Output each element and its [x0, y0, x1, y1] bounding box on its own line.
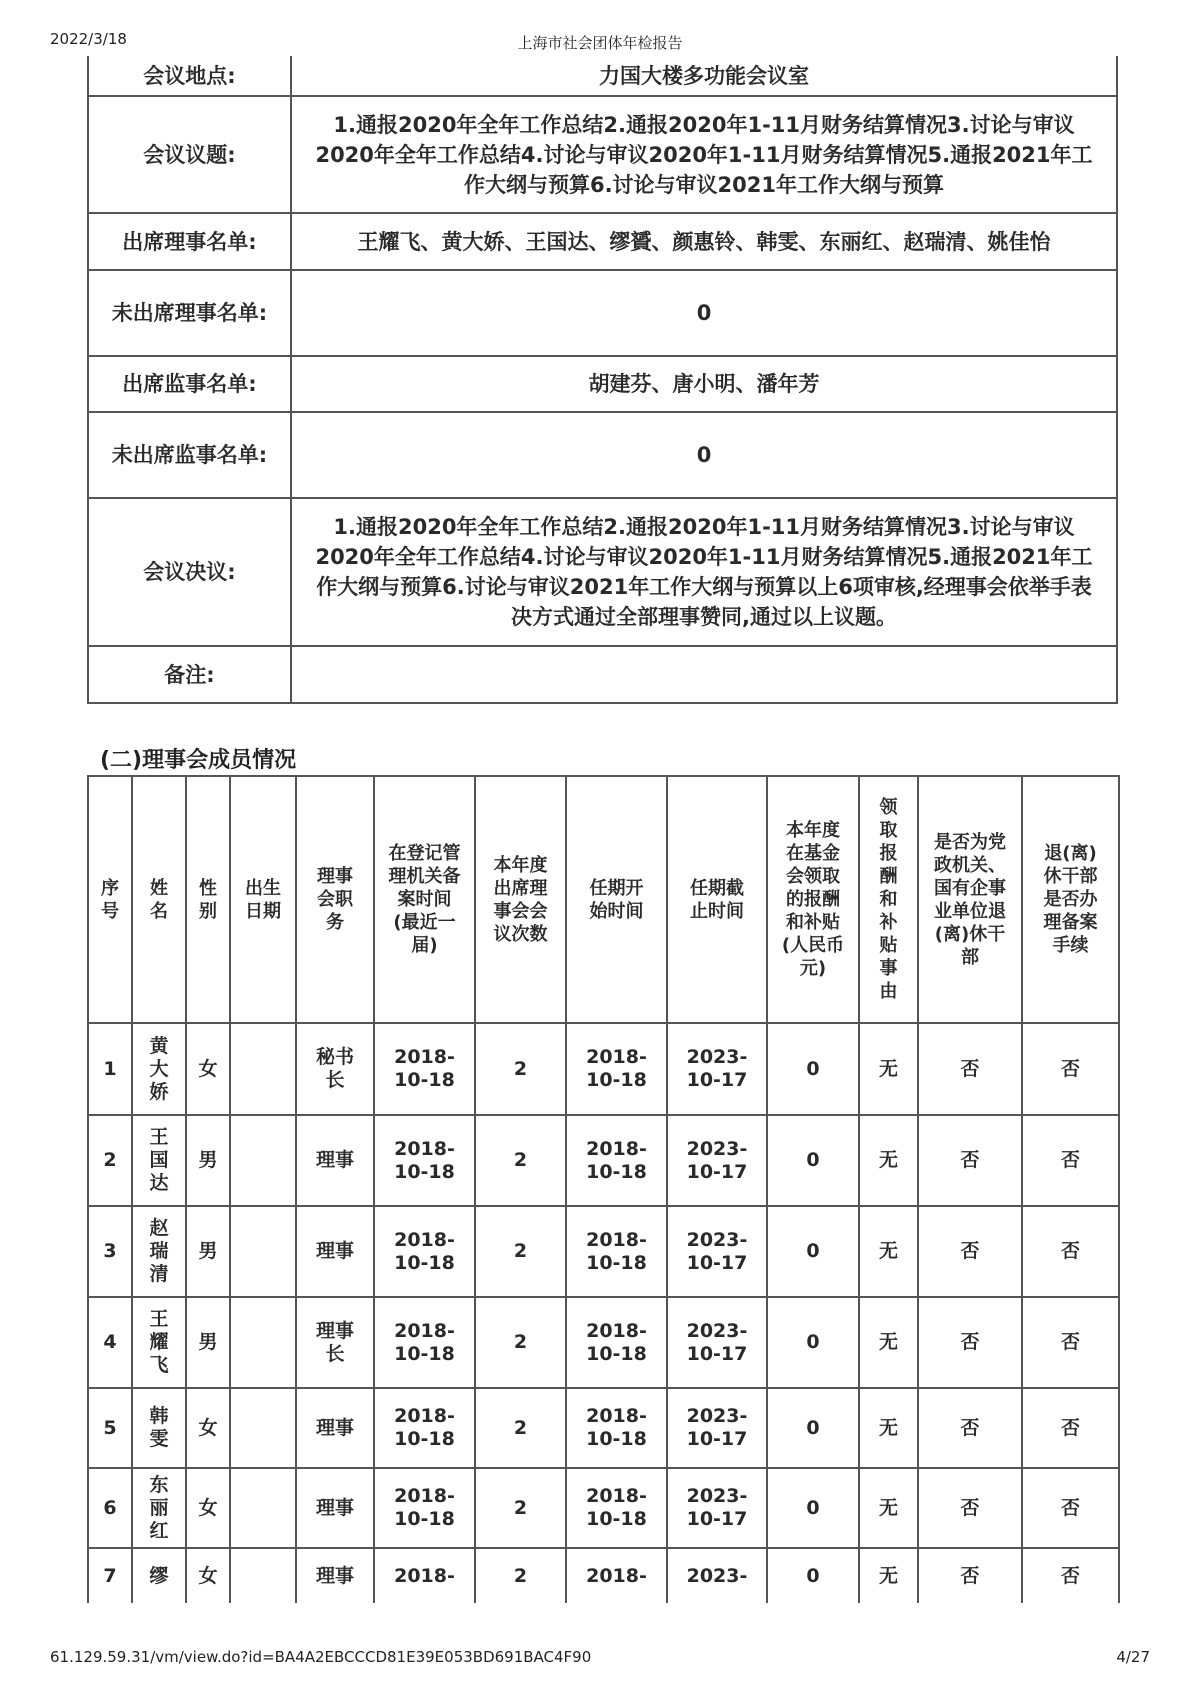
- cell-text: 2023-10-17: [686, 1405, 748, 1450]
- cell-text: 黄大娇: [149, 1034, 169, 1103]
- report-title: 上海市社会团体年检报告: [517, 34, 683, 52]
- header-term-end: [667, 776, 767, 1023]
- meeting-row-location: [88, 56, 1117, 96]
- cell-retired-filing: [1022, 1388, 1119, 1468]
- cell-text: 理事: [315, 1240, 354, 1262]
- page-url: 61.129.59.31/vm/view.do?id=BA4A2EBCCCD81E39E053BD691BAC4F90: [50, 1648, 592, 1666]
- cell-text: 2: [513, 1416, 528, 1439]
- cell-text: 秘书长: [315, 1046, 354, 1091]
- cell-text: 2023-10-17: [686, 1046, 748, 1091]
- cell-gender: [186, 1206, 230, 1297]
- cell-text: 否: [960, 1331, 980, 1353]
- header-remuneration: [767, 776, 859, 1023]
- value-resolution: 1.通报2020年全年工作总结2.通报2020年1-11月财务结算情况3.讨论与审议2020年全年工作总结4.讨论与审议2020年1-11月财务结算情况5.通报2021年工作大纲与预算6.讨论与审议2021年工作大纲与预算以上6项审核,经理事会依举手表决方式通过全部理事赞同,通过以上议题。: [291, 498, 1117, 646]
- cell-seq: [88, 1115, 132, 1206]
- cell-text: 无: [878, 1496, 898, 1519]
- header-text: 姓名: [150, 877, 168, 922]
- cell-text: 理事长: [315, 1319, 354, 1365]
- cell-text: 理事: [315, 1496, 354, 1519]
- cell-is-retired-cadre: [918, 1206, 1022, 1297]
- cell-remuneration-reason: [859, 1206, 918, 1297]
- cell-seq: [88, 1468, 132, 1548]
- cell-text: 女: [198, 1496, 218, 1519]
- cell-text: 2: [513, 1057, 528, 1080]
- cell-remuneration-reason: [859, 1297, 918, 1388]
- cell-seq: [88, 1548, 132, 1603]
- cell-remuneration: [767, 1548, 859, 1603]
- label-resolution: 会议决议:: [88, 498, 291, 646]
- value-attending-supervisors: 胡建芬、唐小明、潘年芳: [291, 356, 1117, 412]
- header-name: [132, 776, 186, 1023]
- value-absent-supervisors: 0: [291, 412, 1117, 498]
- cell-term-end: [667, 1023, 767, 1115]
- cell-seq: [88, 1388, 132, 1468]
- cell-filing-date: [374, 1468, 475, 1548]
- table-row: [88, 1548, 1119, 1603]
- cell-name: [132, 1297, 186, 1388]
- cell-term-start: [566, 1297, 667, 1388]
- cell-text: 2: [513, 1564, 528, 1587]
- cell-text: 否: [1060, 1331, 1080, 1353]
- cell-text: 2018-10-18: [394, 1485, 455, 1530]
- cell-text: 2: [513, 1240, 528, 1262]
- cell-text: 否: [1060, 1057, 1080, 1080]
- cell-text: 否: [1060, 1564, 1080, 1587]
- cell-gender: [186, 1468, 230, 1548]
- cell-text: 无: [878, 1057, 898, 1080]
- cell-remuneration: [767, 1388, 859, 1468]
- header-term-start: [566, 776, 667, 1023]
- cell-filing-date: [374, 1297, 475, 1388]
- cell-birth-date: [230, 1468, 296, 1548]
- meeting-row-topics: [88, 96, 1117, 213]
- cell-birth-date: [230, 1388, 296, 1468]
- label-attending-directors: 出席理事名单:: [88, 213, 291, 270]
- cell-text: 0: [806, 1057, 820, 1080]
- cell-filing-date: [374, 1206, 475, 1297]
- header-text: 理事会职务: [317, 866, 353, 933]
- cell-seq: [88, 1206, 132, 1297]
- header-filing-date: [374, 776, 475, 1023]
- cell-text: 2023-10-17: [686, 1485, 748, 1530]
- cell-term-end: [667, 1468, 767, 1548]
- cell-position: [296, 1023, 374, 1115]
- header-remuneration-reason: [859, 776, 918, 1023]
- cell-retired-filing: [1022, 1023, 1119, 1115]
- cell-text: 否: [960, 1564, 980, 1587]
- cell-text: 王耀飞: [149, 1308, 169, 1376]
- cell-text: 无: [878, 1331, 898, 1353]
- cell-term-start: [566, 1548, 667, 1603]
- meeting-row-remarks: [88, 646, 1117, 703]
- cell-attendance-count: [475, 1388, 566, 1468]
- cell-position: [296, 1115, 374, 1206]
- header-text: 领取报酬和补贴事由: [879, 797, 898, 1002]
- cell-text: 7: [103, 1564, 117, 1587]
- cell-remuneration-reason: [859, 1023, 918, 1115]
- cell-text: 2018-10-18: [394, 1319, 455, 1365]
- cell-text: 否: [960, 1240, 980, 1262]
- cell-term-end: [667, 1297, 767, 1388]
- cell-birth-date: [230, 1206, 296, 1297]
- cell-term-start: [566, 1115, 667, 1206]
- cell-text: 2018-10-18: [586, 1137, 647, 1183]
- cell-filing-date: [374, 1548, 475, 1603]
- print-date: 2022/3/18: [50, 30, 127, 48]
- cell-text: 2018-10-18: [586, 1485, 647, 1530]
- cell-gender: [186, 1388, 230, 1468]
- cell-text: 女: [198, 1057, 218, 1080]
- header-text: 本年度出席理事会会议次数: [493, 854, 548, 945]
- cell-attendance-count: [475, 1297, 566, 1388]
- header-text: 本年度在基金会领取的报酬和补贴(人民币元): [781, 820, 845, 979]
- cell-text: 2: [513, 1149, 528, 1171]
- cell-text: 无: [878, 1416, 898, 1439]
- cell-text: 6: [103, 1496, 117, 1519]
- cell-remuneration-reason: [859, 1388, 918, 1468]
- cell-text: 无: [878, 1240, 898, 1262]
- cell-text: 0: [806, 1416, 820, 1439]
- cell-term-start: [566, 1023, 667, 1115]
- cell-term-end: [667, 1388, 767, 1468]
- cell-text: 否: [1060, 1496, 1080, 1519]
- cell-name: [132, 1548, 186, 1603]
- header-attendance-count: [475, 776, 566, 1023]
- value-remarks: [291, 646, 1117, 703]
- cell-remuneration: [767, 1115, 859, 1206]
- cell-text: 韩雯: [149, 1405, 169, 1450]
- cell-text: 5: [103, 1416, 117, 1439]
- cell-attendance-count: [475, 1548, 566, 1603]
- cell-name: [132, 1388, 186, 1468]
- meeting-row-attending-supervisors: [88, 356, 1117, 412]
- table-row: [88, 1388, 1119, 1468]
- cell-text: 无: [878, 1149, 898, 1171]
- cell-name: [132, 1023, 186, 1115]
- cell-is-retired-cadre: [918, 1388, 1022, 1468]
- cell-term-end: [667, 1206, 767, 1297]
- cell-filing-date: [374, 1388, 475, 1468]
- header-is-retired-cadre: [918, 776, 1022, 1023]
- cell-position: [296, 1468, 374, 1548]
- meeting-row-resolution: [88, 498, 1117, 646]
- cell-text: 2: [513, 1496, 528, 1519]
- cell-text: 2018-10-18: [394, 1405, 455, 1450]
- cell-attendance-count: [475, 1206, 566, 1297]
- cell-text: 女: [198, 1564, 218, 1587]
- cell-text: 否: [960, 1416, 980, 1439]
- cell-text: 2: [513, 1331, 528, 1353]
- cell-position: [296, 1548, 374, 1603]
- cell-filing-date: [374, 1115, 475, 1206]
- cell-text: 赵瑞清: [149, 1217, 169, 1285]
- label-attending-supervisors: 出席监事名单:: [88, 356, 291, 412]
- cell-retired-filing: [1022, 1548, 1119, 1603]
- cell-text: 王国达: [149, 1126, 169, 1194]
- cell-is-retired-cadre: [918, 1548, 1022, 1603]
- cell-text: 否: [960, 1496, 980, 1519]
- header-seq: [88, 776, 132, 1023]
- cell-position: [296, 1388, 374, 1468]
- page-number: 4/27: [1116, 1648, 1150, 1666]
- cell-attendance-count: [475, 1115, 566, 1206]
- board-members-table: [87, 775, 1120, 1603]
- value-location: 力国大楼多功能会议室: [291, 56, 1117, 96]
- cell-text: 东丽红: [149, 1473, 169, 1542]
- cell-text: 4: [103, 1331, 117, 1353]
- cell-birth-date: [230, 1548, 296, 1603]
- value-attending-directors: 王耀飞、黄大娇、王国达、缪贇、颜惠铃、韩雯、东丽红、赵瑞清、姚佳怡: [291, 213, 1117, 270]
- cell-remuneration-reason: [859, 1115, 918, 1206]
- cell-seq: [88, 1297, 132, 1388]
- cell-retired-filing: [1022, 1297, 1119, 1388]
- cell-text: 否: [1060, 1416, 1080, 1439]
- cell-gender: [186, 1297, 230, 1388]
- cell-text: 2018-10-18: [394, 1228, 455, 1274]
- cell-text: 2018-10-18: [394, 1046, 455, 1091]
- cell-position: [296, 1206, 374, 1297]
- cell-remuneration: [767, 1206, 859, 1297]
- cell-text: 0: [806, 1240, 820, 1262]
- cell-remuneration: [767, 1468, 859, 1548]
- cell-gender: [186, 1023, 230, 1115]
- cell-filing-date: [374, 1023, 475, 1115]
- cell-text: 2023-: [686, 1564, 748, 1587]
- table-row: [88, 1115, 1119, 1206]
- header-text: 序号: [101, 877, 119, 922]
- cell-seq: [88, 1023, 132, 1115]
- cell-term-end: [667, 1115, 767, 1206]
- cell-birth-date: [230, 1297, 296, 1388]
- cell-retired-filing: [1022, 1206, 1119, 1297]
- cell-remuneration: [767, 1297, 859, 1388]
- cell-birth-date: [230, 1023, 296, 1115]
- cell-text: 理事: [315, 1416, 354, 1439]
- table-row: [88, 1297, 1119, 1388]
- header-text: 任期开始时间: [589, 877, 644, 922]
- cell-gender: [186, 1548, 230, 1603]
- header-text: 在登记管理机关备案时间(最近一届): [388, 843, 461, 956]
- value-topics: 1.通报2020年全年工作总结2.通报2020年1-11月财务结算情况3.讨论与审议2020年全年工作总结4.讨论与审议2020年1-11月财务结算情况5.通报2021年工作大纲与预算6.讨论与审议2021年工作大纲与预算: [291, 96, 1117, 213]
- cell-text: 0: [806, 1564, 820, 1587]
- cell-text: 0: [806, 1496, 820, 1519]
- cell-is-retired-cadre: [918, 1297, 1022, 1388]
- cell-attendance-count: [475, 1023, 566, 1115]
- cell-retired-filing: [1022, 1115, 1119, 1206]
- header-text: 是否为党政机关、国有企事业单位退(离)休干部: [934, 831, 1006, 968]
- table-row: [88, 1468, 1119, 1548]
- board-header-row: [88, 776, 1119, 1023]
- cell-name: [132, 1468, 186, 1548]
- cell-text: 女: [198, 1416, 218, 1439]
- cell-text: 2018-10-18: [586, 1228, 647, 1274]
- cell-text: 3: [103, 1240, 117, 1262]
- header-text: 任期截止时间: [690, 877, 744, 922]
- cell-remuneration: [767, 1023, 859, 1115]
- cell-text: 2023-10-17: [686, 1137, 748, 1183]
- cell-text: 无: [878, 1564, 898, 1587]
- cell-position: [296, 1297, 374, 1388]
- cell-is-retired-cadre: [918, 1115, 1022, 1206]
- header-text: 性别: [199, 877, 217, 922]
- meeting-info-table: [87, 56, 1118, 704]
- label-topics: 会议议题:: [88, 96, 291, 213]
- cell-remuneration-reason: [859, 1548, 918, 1603]
- cell-remuneration-reason: [859, 1468, 918, 1548]
- cell-text: 2: [103, 1149, 117, 1171]
- label-absent-directors: 未出席理事名单:: [88, 270, 291, 356]
- cell-term-end: [667, 1548, 767, 1603]
- header-text: 出生日期: [245, 877, 281, 922]
- header-birth-date: [230, 776, 296, 1023]
- table-row: [88, 1206, 1119, 1297]
- cell-text: 否: [1060, 1240, 1080, 1262]
- cell-name: [132, 1115, 186, 1206]
- cell-term-start: [566, 1468, 667, 1548]
- cell-text: 1: [103, 1057, 117, 1080]
- meeting-row-attending-directors: [88, 213, 1117, 270]
- cell-is-retired-cadre: [918, 1023, 1022, 1115]
- cell-term-start: [566, 1206, 667, 1297]
- cell-text: 0: [806, 1149, 820, 1171]
- label-location: 会议地点:: [88, 56, 291, 96]
- meeting-row-absent-supervisors: [88, 412, 1117, 498]
- cell-text: 理事: [315, 1564, 354, 1587]
- cell-text: 2018-: [586, 1564, 647, 1587]
- cell-text: 男: [198, 1331, 218, 1353]
- cell-birth-date: [230, 1115, 296, 1206]
- cell-text: 2023-10-17: [686, 1228, 748, 1274]
- table-row: [88, 1023, 1119, 1115]
- cell-text: 否: [960, 1149, 980, 1171]
- cell-text: 2018-10-18: [394, 1137, 455, 1183]
- header-position: [296, 776, 374, 1023]
- header-text: 退(离)休干部是否办理备案手续: [1043, 843, 1098, 956]
- header-gender: [186, 776, 230, 1023]
- value-absent-directors: 0: [291, 270, 1117, 356]
- cell-text: 男: [198, 1240, 218, 1262]
- cell-text: 2023-10-17: [686, 1319, 748, 1365]
- label-remarks: 备注:: [88, 646, 291, 703]
- cell-is-retired-cadre: [918, 1468, 1022, 1548]
- cell-text: 0: [806, 1331, 820, 1353]
- cell-text: 男: [198, 1149, 218, 1171]
- meeting-row-absent-directors: [88, 270, 1117, 356]
- cell-text: 否: [1060, 1149, 1080, 1171]
- cell-retired-filing: [1022, 1468, 1119, 1548]
- cell-text: 2018-10-18: [586, 1046, 647, 1091]
- cell-text: 缪: [149, 1564, 169, 1587]
- cell-name: [132, 1206, 186, 1297]
- cell-text: 2018-10-18: [586, 1405, 647, 1450]
- cell-gender: [186, 1115, 230, 1206]
- section-title-board-members: (二)理事会成员情况: [100, 748, 297, 773]
- header-retired-filing: [1022, 776, 1119, 1023]
- cell-text: 否: [960, 1057, 980, 1080]
- cell-text: 2018-10-18: [586, 1319, 647, 1365]
- cell-text: 2018-: [394, 1564, 455, 1587]
- label-absent-supervisors: 未出席监事名单:: [88, 412, 291, 498]
- cell-attendance-count: [475, 1468, 566, 1548]
- cell-text: 理事: [315, 1149, 354, 1171]
- cell-term-start: [566, 1388, 667, 1468]
